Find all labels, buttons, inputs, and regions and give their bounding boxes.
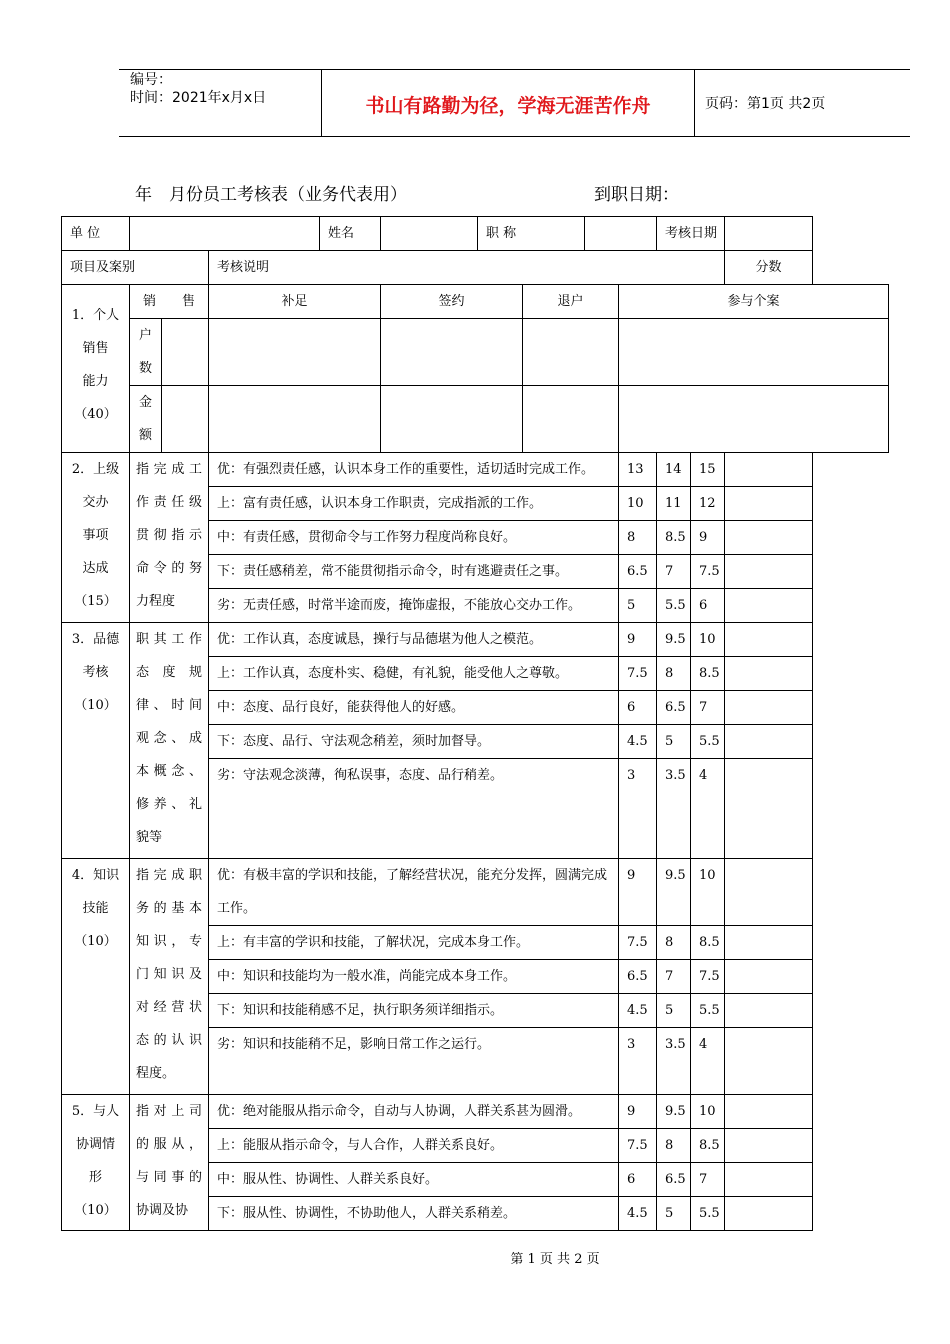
criteria-text: 劣：知识和技能稍不足，影响日常工作之运行。 [209, 1028, 619, 1095]
cell-line: 达成 [82, 561, 109, 576]
sales-row [62, 319, 889, 386]
score-option[interactable]: 8 [619, 521, 657, 555]
cell-line: （10） [74, 934, 117, 949]
section-label [62, 1095, 130, 1231]
score-field[interactable] [725, 759, 813, 859]
score-option[interactable]: 9 [619, 1095, 657, 1129]
score-option[interactable]: 3.5 [657, 1028, 691, 1095]
score-option[interactable]: 4.5 [619, 994, 657, 1028]
section-label [62, 859, 130, 1095]
criteria-text: 下：态度、品行、守法观念稍差，须时加督导。 [209, 725, 619, 759]
cell-line: 1．个人 [71, 308, 120, 323]
header-page-label: 页码：第1页 共2页 [705, 96, 826, 112]
score-option[interactable]: 5 [619, 589, 657, 623]
cell-line: 交办 [82, 495, 109, 510]
sales-cell[interactable] [619, 319, 889, 386]
score-option[interactable]: 10 [691, 859, 725, 926]
score-field[interactable] [725, 1095, 813, 1129]
page-footer [0, 1248, 950, 1267]
score-option[interactable]: 8.5 [691, 657, 725, 691]
cell-line: 事项 [82, 528, 109, 543]
criteria-text: 下：服从性、协调性，不协助他人，人群关系稍差。 [209, 1197, 619, 1231]
criteria-line: 修养、礼 [136, 797, 202, 812]
evaluation-table [61, 216, 889, 1231]
cell-line: 3．品德 [71, 632, 120, 647]
criteria-text: 优：有极丰富的学识和技能，了解经营状况，能充分发挥，圆满完成工作。 [209, 859, 619, 926]
score-option[interactable]: 12 [691, 487, 725, 521]
score-field[interactable] [725, 589, 813, 623]
cell-line: （10） [74, 698, 117, 713]
cell-line: 协调情 [75, 1137, 115, 1152]
criteria-line: 务的基本 [136, 901, 202, 916]
score-option[interactable]: 9.5 [657, 859, 691, 926]
score-option[interactable]: 15 [691, 453, 725, 487]
score-field[interactable] [725, 926, 813, 960]
criteria-line: 知识，专 [136, 934, 202, 949]
sales-row-label [130, 386, 162, 453]
unit-label: 单 位 [62, 217, 130, 251]
criteria-row [62, 859, 889, 926]
criteria-text: 中：态度、品行良好，能获得他人的好感。 [209, 691, 619, 725]
score-option[interactable]: 6.5 [657, 691, 691, 725]
score-field[interactable] [725, 521, 813, 555]
score-field[interactable] [725, 1028, 813, 1095]
score-option[interactable]: 7 [657, 555, 691, 589]
score-option[interactable]: 6 [691, 589, 725, 623]
score-option[interactable]: 10 [619, 487, 657, 521]
score-field[interactable] [725, 1197, 813, 1231]
score-option[interactable]: 7.5 [619, 1129, 657, 1163]
cell-line: 额 [138, 428, 152, 443]
sales-col-signing: 签约 [381, 285, 523, 319]
sales-cell[interactable] [381, 319, 523, 386]
section-criteria [130, 623, 209, 859]
name-label: 姓名 [320, 217, 381, 251]
score-option[interactable]: 4.5 [619, 1197, 657, 1231]
sales-row-label [130, 319, 162, 386]
score-option[interactable]: 8.5 [657, 521, 691, 555]
score-header: 分数 [725, 251, 813, 285]
sales-cell[interactable] [209, 386, 381, 453]
score-field[interactable] [725, 1129, 813, 1163]
score-option[interactable]: 10 [691, 1095, 725, 1129]
score-option[interactable]: 5.5 [691, 725, 725, 759]
criteria-line: 律、时间 [136, 698, 202, 713]
criteria-row [62, 623, 889, 657]
score-field[interactable] [725, 1163, 813, 1197]
criteria-line: 对经营状 [136, 1000, 202, 1015]
position-label: 职 称 [478, 217, 585, 251]
score-field[interactable] [725, 487, 813, 521]
criteria-line: 指完成工 [136, 462, 202, 477]
doc-number-label: 编号： [130, 72, 172, 88]
score-option[interactable]: 8 [657, 657, 691, 691]
score-option[interactable]: 7.5 [691, 555, 725, 589]
score-option[interactable]: 3 [619, 1028, 657, 1095]
score-option[interactable]: 8 [657, 1129, 691, 1163]
score-option[interactable]: 6.5 [657, 1163, 691, 1197]
score-option[interactable]: 9.5 [657, 623, 691, 657]
score-field[interactable] [725, 960, 813, 994]
score-option[interactable]: 6.5 [619, 960, 657, 994]
onboard-date-label: 到职日期： [594, 185, 679, 205]
cell-line: 形 [88, 1170, 102, 1185]
score-option[interactable]: 14 [657, 453, 691, 487]
cell-line: 户 [138, 328, 152, 343]
score-option[interactable]: 5.5 [657, 589, 691, 623]
cell-line: 数 [138, 361, 152, 376]
cell-line: （10） [74, 1203, 117, 1218]
criteria-line: 贯彻指示 [136, 528, 202, 543]
criteria-line: 观念、成 [136, 731, 202, 746]
criteria-text: 上：富有责任感，认识本身工作职责，完成指派的工作。 [209, 487, 619, 521]
score-field[interactable] [725, 859, 813, 926]
criteria-line: 协调及协 [136, 1203, 189, 1218]
criteria-row [62, 1095, 889, 1129]
criteria-row [62, 453, 889, 487]
criteria-line: 程度。 [136, 1066, 176, 1081]
position-field[interactable] [585, 217, 657, 251]
score-option[interactable]: 9 [619, 623, 657, 657]
score-option[interactable]: 9 [619, 859, 657, 926]
criteria-line: 力程度 [136, 594, 176, 609]
sales-cell[interactable] [162, 386, 209, 453]
section-criteria [130, 859, 209, 1095]
cell-line: 4．知识 [71, 868, 120, 883]
cell-line: 5．与人 [71, 1104, 120, 1119]
criteria-text: 上：工作认真，态度朴实、稳健，有礼貌，能受他人之尊敬。 [209, 657, 619, 691]
sales-cell[interactable] [381, 386, 523, 453]
criteria-text: 优：工作认真，态度诚恳，操行与品德堪为他人之模范。 [209, 623, 619, 657]
criteria-text: 劣：无责任感，时常半途而废，掩饰虚报，不能放心交办工作。 [209, 589, 619, 623]
criteria-line: 命令的努 [136, 561, 202, 576]
cell-line: 2．上级 [71, 462, 120, 477]
sales-header-row [62, 285, 889, 319]
criteria-text: 上：有丰富的学识和技能，了解状况，完成本身工作。 [209, 926, 619, 960]
score-option[interactable]: 10 [691, 623, 725, 657]
score-field[interactable] [725, 623, 813, 657]
section-criteria [130, 453, 209, 623]
score-option[interactable]: 8.5 [691, 1129, 725, 1163]
header-divider [694, 69, 695, 136]
criteria-text: 劣：守法观念淡薄，徇私误事，态度、品行稍差。 [209, 759, 619, 859]
score-option[interactable]: 8 [657, 926, 691, 960]
sales-row [62, 386, 889, 453]
header-top-rule [119, 69, 910, 70]
score-option[interactable]: 3 [619, 759, 657, 859]
score-option[interactable]: 8.5 [691, 926, 725, 960]
header-bottom-rule [119, 136, 910, 137]
criteria-text: 下：知识和技能稍感不足，执行职务须详细指示。 [209, 994, 619, 1028]
criteria-line: 指完成职 [136, 868, 202, 883]
cell-line: 考核 [82, 665, 109, 680]
cell-line: （15） [74, 594, 117, 609]
score-option[interactable]: 7.5 [691, 960, 725, 994]
score-option[interactable]: 3.5 [657, 759, 691, 859]
header-meta [130, 71, 266, 107]
info-row [62, 217, 889, 251]
criteria-line: 貌等 [136, 830, 163, 845]
score-field[interactable] [725, 555, 813, 589]
footer-page-number: 第 1 页 共 2 页 [510, 1252, 600, 1267]
score-option[interactable]: 11 [657, 487, 691, 521]
criteria-text: 上：能服从指示命令，与人合作，人群关系良好。 [209, 1129, 619, 1163]
sales-cell[interactable] [523, 319, 619, 386]
sales-col-cases: 参与个案 [619, 285, 889, 319]
criteria-text: 中：服从性、协调性、人群关系良好。 [209, 1163, 619, 1197]
criteria-text: 中：有责任感，贯彻命令与工作努力程度尚称良好。 [209, 521, 619, 555]
cell-line: 销售 [82, 341, 109, 356]
sales-cell[interactable] [162, 319, 209, 386]
score-option[interactable]: 6.5 [619, 555, 657, 589]
desc-header: 考核说明 [209, 251, 725, 285]
score-option[interactable]: 4.5 [619, 725, 657, 759]
cell-line: 技能 [82, 901, 109, 916]
score-field[interactable] [725, 691, 813, 725]
criteria-line: 态 度 规 [136, 665, 202, 680]
section-label [62, 285, 130, 453]
score-field[interactable] [725, 453, 813, 487]
section-criteria [130, 1095, 209, 1231]
criteria-line: 与同事的 [136, 1170, 202, 1185]
score-option[interactable]: 7 [691, 1163, 725, 1197]
score-option[interactable]: 5 [657, 994, 691, 1028]
section-label [62, 453, 130, 623]
score-field[interactable] [725, 657, 813, 691]
date-label: 考核日期 [657, 217, 725, 251]
column-header-row [62, 251, 889, 285]
criteria-line: 的服从， [136, 1137, 202, 1152]
cell-line: （40） [74, 407, 117, 422]
criteria-line: 职其工作 [136, 632, 202, 647]
score-option[interactable]: 5 [657, 1197, 691, 1231]
criteria-line: 本概念、 [136, 764, 202, 779]
sales-col-withdrawal: 退户 [523, 285, 619, 319]
sales-col-supplement: 补足 [209, 285, 381, 319]
name-field[interactable] [381, 217, 478, 251]
sales-header: 销 售 [130, 285, 209, 319]
score-option[interactable]: 5.5 [691, 1197, 725, 1231]
cell-line: 能力 [82, 374, 109, 389]
score-option[interactable]: 7.5 [619, 926, 657, 960]
form-title: 年 月份员工考核表（业务代表用） [135, 185, 407, 205]
criteria-text: 优：绝对能服从指示命令，自动与人协调，人群关系甚为圆滑。 [209, 1095, 619, 1129]
header-motto: 书山有路勤为径，学海无涯苦作舟 [365, 95, 651, 117]
date-field[interactable] [725, 217, 813, 251]
score-option[interactable]: 7 [691, 691, 725, 725]
sales-cell[interactable] [523, 386, 619, 453]
score-option[interactable]: 7 [657, 960, 691, 994]
criteria-text: 中：知识和技能均为一般水准，尚能完成本身工作。 [209, 960, 619, 994]
criteria-line: 态的认识 [136, 1033, 202, 1048]
unit-field[interactable] [130, 217, 320, 251]
score-option[interactable]: 9 [691, 521, 725, 555]
sales-cell[interactable] [209, 319, 381, 386]
score-option[interactable]: 5.5 [691, 994, 725, 1028]
score-option[interactable]: 7.5 [619, 657, 657, 691]
criteria-line: 指对上司 [136, 1104, 202, 1119]
criteria-text: 下：责任感稍差，常不能贯彻指示命令，时有逃避责任之事。 [209, 555, 619, 589]
score-option[interactable]: 4 [691, 759, 725, 859]
score-option[interactable]: 5 [657, 725, 691, 759]
score-option[interactable]: 13 [619, 453, 657, 487]
score-option[interactable]: 6 [619, 1163, 657, 1197]
criteria-text: 优：有强烈责任感，认识本身工作的重要性，适切适时完成工作。 [209, 453, 619, 487]
score-option[interactable]: 4 [691, 1028, 725, 1095]
section-label [62, 623, 130, 859]
score-field[interactable] [725, 725, 813, 759]
score-option[interactable]: 6 [619, 691, 657, 725]
sales-cell[interactable] [619, 386, 889, 453]
cell-line: 金 [138, 395, 152, 410]
score-option[interactable]: 9.5 [657, 1095, 691, 1129]
time-label: 时间：2021年x月x日 [130, 90, 267, 106]
criteria-line: 作责任级 [136, 495, 202, 510]
criteria-line: 门知识及 [136, 967, 202, 982]
score-field[interactable] [725, 994, 813, 1028]
item-header: 项目及案别 [62, 251, 209, 285]
